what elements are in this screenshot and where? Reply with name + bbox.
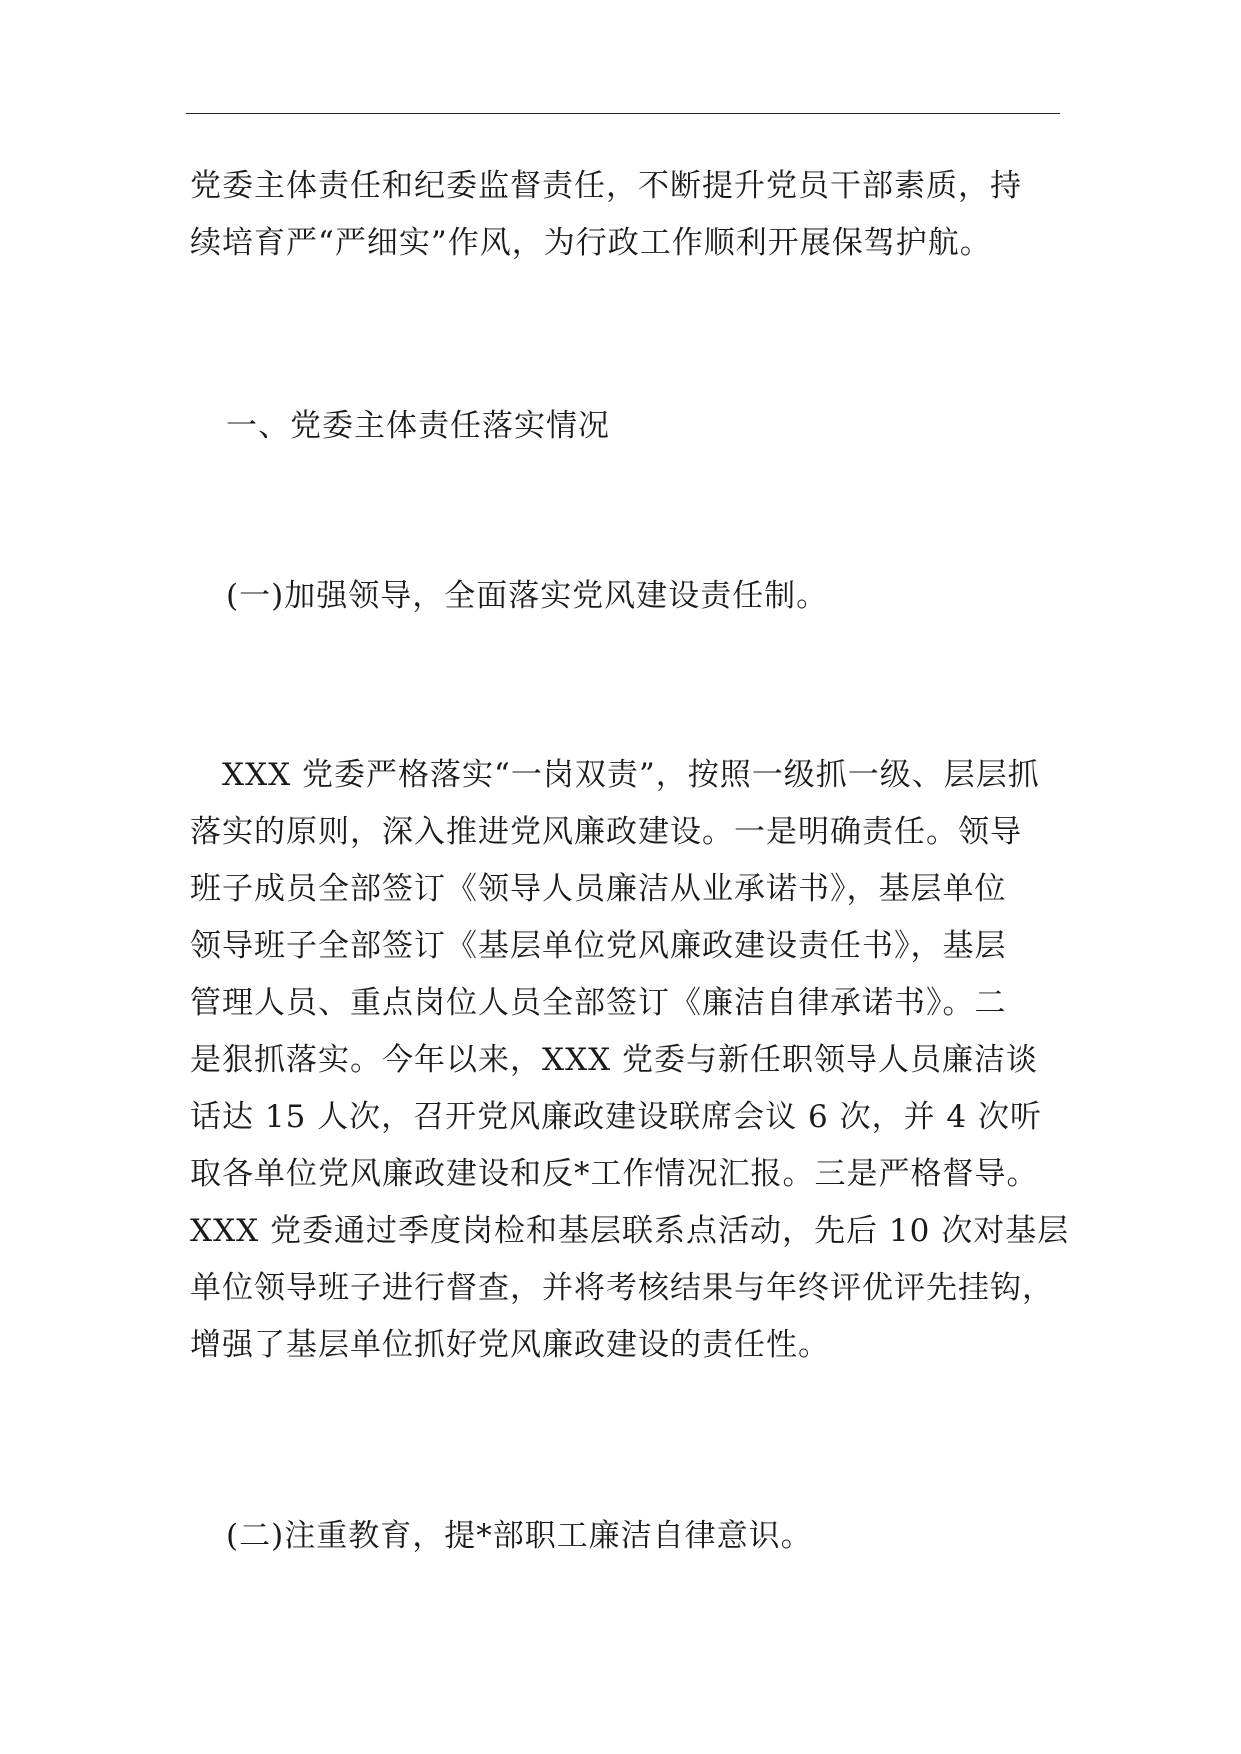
paragraph-line: 是狠抓落实。今年以来，XXX 党委与新任职领导人员廉洁谈 xyxy=(190,1042,1039,1078)
paragraph-line: 增强了基层单位抓好党风廉政建设的责任性。 xyxy=(190,1327,830,1363)
paragraph-line: 党委主体责任和纪委监督责任，不断提升党员干部素质，持 xyxy=(190,168,1022,204)
paragraph-line: XXX 党委严格落实“一岗双责”，按照一级抓一级、层层抓 xyxy=(190,757,1040,793)
section-heading: 一、党委主体责任落实情况 xyxy=(226,408,610,444)
header-rule xyxy=(186,113,1060,114)
paragraph-line: 单位领导班子进行督查，并将考核结果与年终评优评先挂钩， xyxy=(190,1270,1054,1306)
paragraph-line: 续培育严“严细实”作风，为行政工作顺利开展保驾护航。 xyxy=(190,225,992,261)
subsection-heading: (二)注重教育，提*部职工廉洁自律意识。 xyxy=(226,1518,813,1554)
paragraph-line: 领导班子全部签订《基层单位党风廉政建设责任书》，基层 xyxy=(190,928,1007,964)
subsection-heading: (一)加强领导，全面落实党风建设责任制。 xyxy=(226,578,829,614)
paragraph-line: 话达 15 人次，召开党风廉政建设联席会议 6 次，并 4 次听 xyxy=(190,1099,1043,1135)
paragraph-line: 落实的原则，深入推进党风廉政建设。一是明确责任。领导 xyxy=(190,814,1022,850)
paragraph-line: XXX 党委通过季度岗检和基层联系点活动，先后 10 次对基层 xyxy=(190,1213,1070,1249)
paragraph-line: 班子成员全部签订《领导人员廉洁从业承诺书》，基层单位 xyxy=(190,871,1007,907)
paragraph-line: 取各单位党风廉政建设和反*工作情况汇报。三是严格督导。 xyxy=(190,1156,1039,1192)
body-paragraph xyxy=(190,747,1070,1374)
paragraph-line: 管理人员、重点岗位人员全部签订《廉洁自律承诺书》。二 xyxy=(190,985,1007,1021)
intro-paragraph xyxy=(190,158,1060,272)
